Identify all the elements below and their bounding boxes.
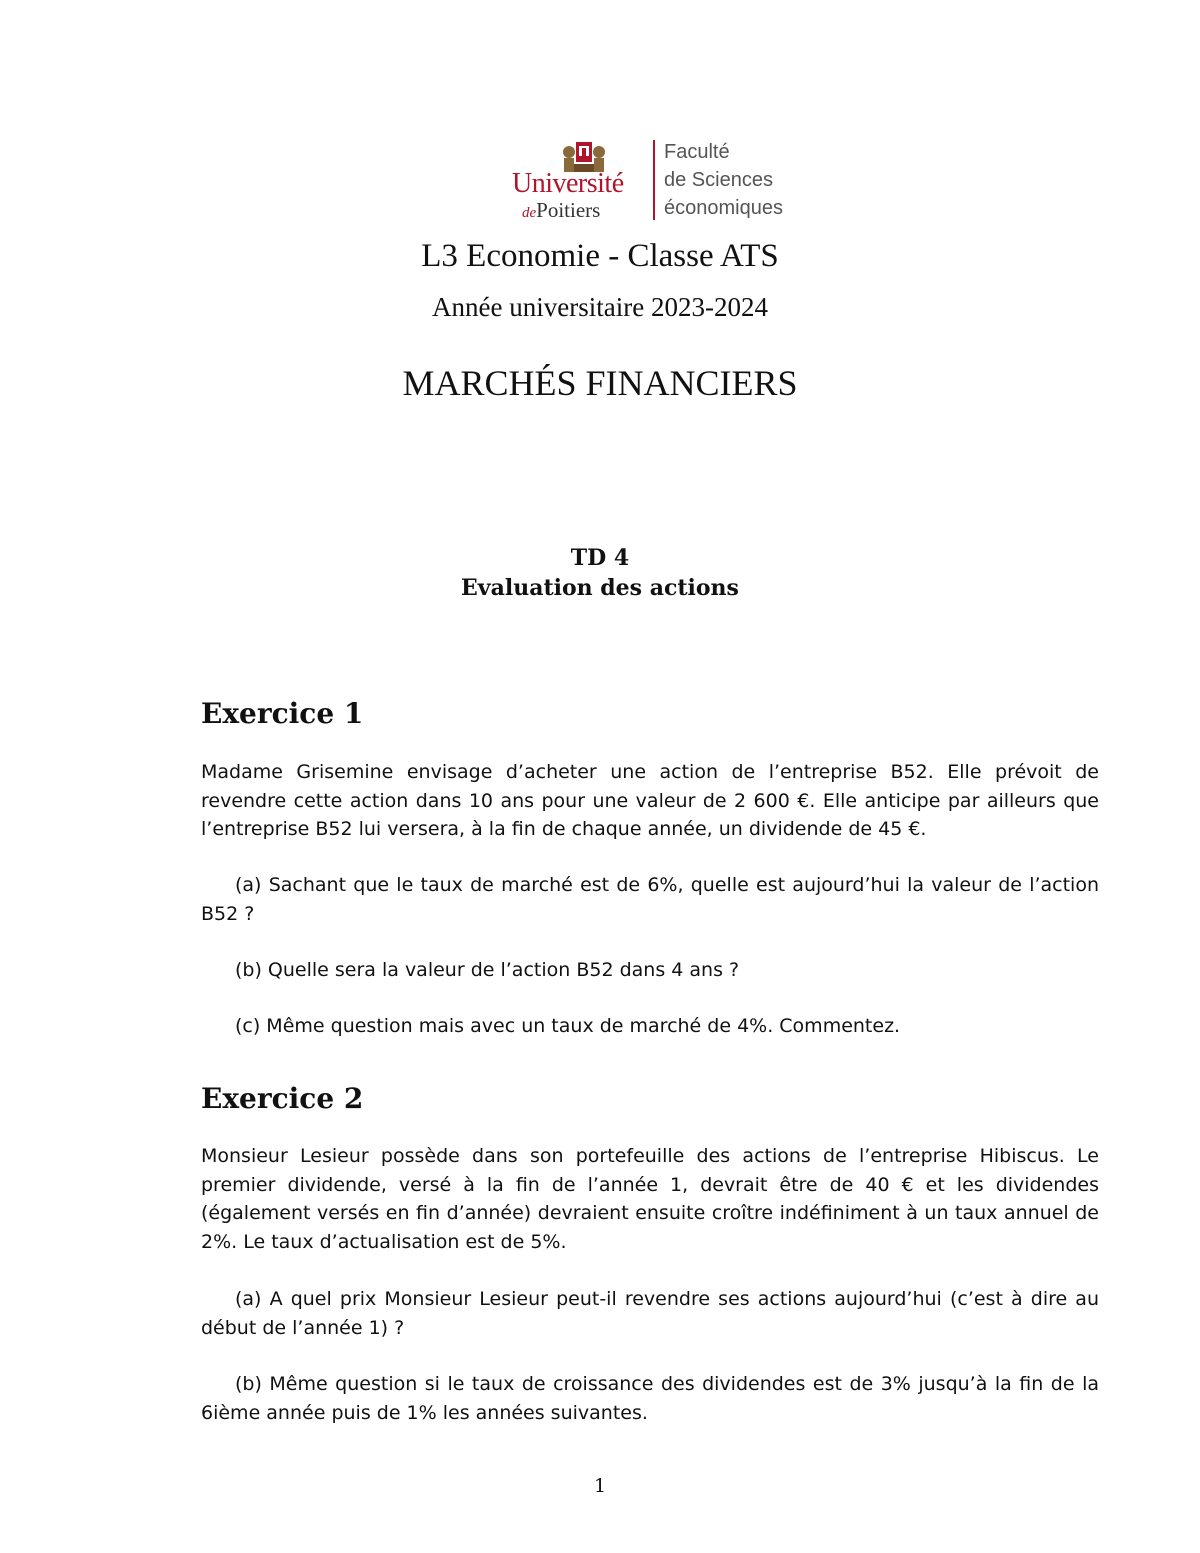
exercise-1-question-b: (b) Quelle sera la valeur de l’action B52 dans 4 ans ?: [235, 959, 740, 981]
course-title: MARCHÉS FINANCIERS: [402, 363, 798, 403]
exercise-2-question-b: (b) Même question si le taux de croissance des dividendes est de 3% jusqu’à la fin de la 6ième année puis de 1% les années suivantes.: [201, 1373, 1099, 1424]
td-number: TD 4: [570, 545, 630, 571]
exercise-1-title: Exercice 1: [201, 697, 364, 730]
logo-university-text: Université: [512, 168, 624, 199]
exercise-1-question-a: (a) Sachant que le taux de marché est de 6%, quelle est aujourd’hui la valeur de l’action B52 ?: [201, 874, 1099, 925]
exercise-2-statement: Monsieur Lesieur possède dans son portefeuille des actions de l’entreprise Hibiscus. Le premier dividende, versé à la fin de l’année 1, devrait être de 40 € et les dividendes (également versés en fin d’année) devraient ensuite croître indéfiniment à un taux annuel de 2%. Le taux d’actualisation est de 5%.: [201, 1145, 1099, 1253]
td-title: Evaluation des actions: [461, 575, 739, 601]
faculty-line-3: économiques: [664, 197, 783, 219]
logo-poitiers-text: [522, 198, 600, 223]
exercise-1-question-c: (c) Même question mais avec un taux de marché de 4%. Commentez.: [235, 1015, 901, 1037]
university-logo: [512, 138, 792, 224]
logo-divider: [653, 140, 655, 220]
td-heading: [0, 543, 1200, 603]
logo-faculty-text: [664, 138, 783, 222]
exercise-1-statement: Madame Grisemine envisage d’acheter une action de l’entreprise B52. Elle prévoit de revendre cette action dans 10 ans pour une valeur de 2 600 €. Elle anticipe par ailleurs que l’entreprise B52 lui versera, à la fin de chaque année, un dividende de 45 €.: [201, 761, 1099, 840]
exercise-2-title: Exercice 2: [201, 1082, 364, 1115]
faculty-line-1: Faculté: [664, 141, 730, 163]
page-number: 1: [593, 1475, 607, 1497]
logo-de-text: de: [522, 205, 537, 221]
academic-year: Année universitaire 2023-2024: [432, 292, 768, 322]
exercise-2-question-a: (a) A quel prix Monsieur Lesieur peut-il revendre ses actions aujourd’hui (c’est à dire au début de l’année 1) ?: [201, 1288, 1099, 1339]
program-title: L3 Economie - Classe ATS: [421, 238, 779, 274]
logo-poitiers-name: Poitiers: [536, 198, 601, 222]
faculty-line-2: de Sciences: [664, 169, 773, 191]
